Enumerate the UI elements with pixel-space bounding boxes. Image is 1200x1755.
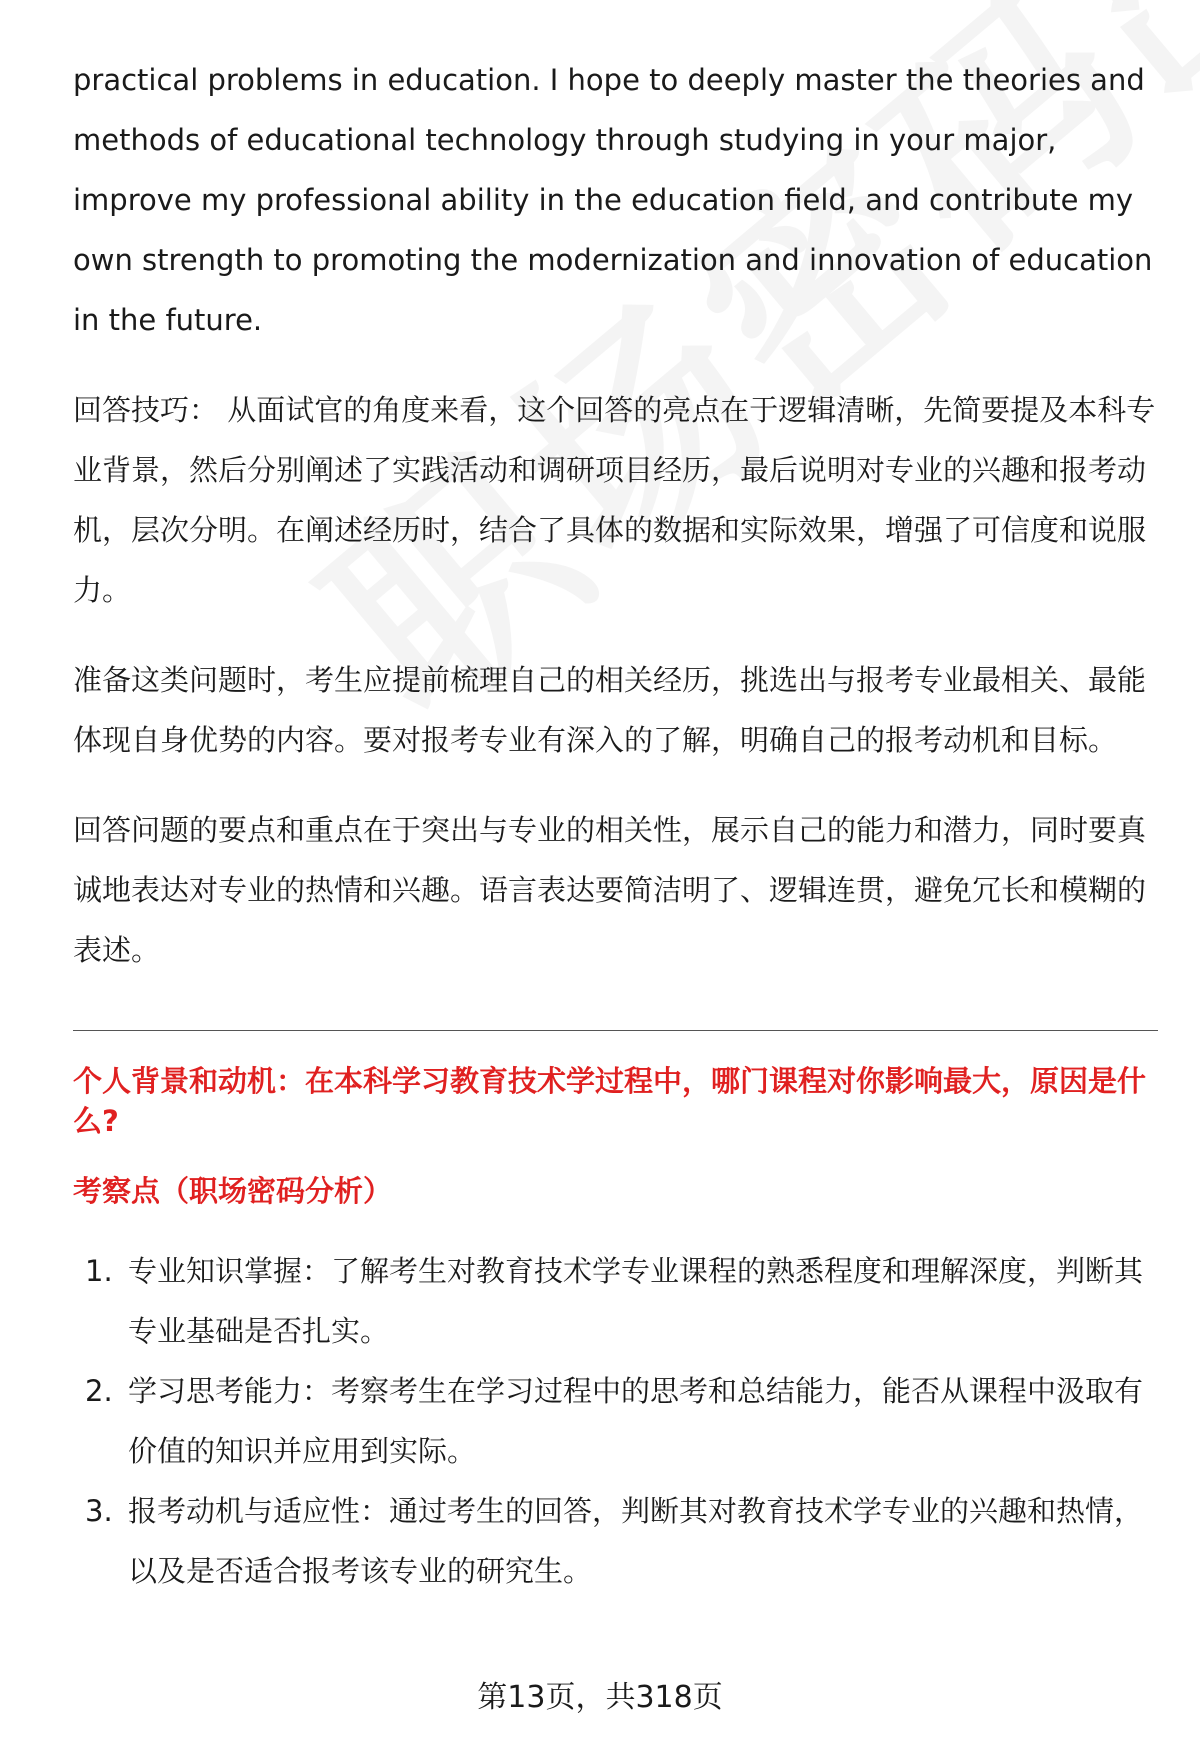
list-item: [73, 1361, 1158, 1481]
document-page: [73, 0, 1158, 1755]
preparation-paragraph: 准备这类问题时，考生应提前梳理自己的相关经历，挑选出与报考专业最相关、最能体现自身优势的内容。要对报考专业有深入的了解，明确自己的报考动机和目标。: [73, 663, 1147, 757]
list-item-number: 2.: [85, 1374, 113, 1408]
list-item-number: 1.: [85, 1254, 113, 1288]
intro-paragraph: practical problems in education. I hope to deeply master the theories and methods of educational technology through studying in your major, improve my professional ability in the education field, and contribute my own strength to promoting the modernization and innovation of education in the future.: [73, 63, 1153, 337]
section-divider: [73, 1030, 1158, 1031]
list-item: [73, 1241, 1158, 1361]
list-item-text: 专业知识掌握：了解考生对教育技术学专业课程的熟悉程度和理解深度，判断其专业基础是否扎实。: [128, 1254, 1144, 1348]
tips-paragraph: 回答技巧： 从面试官的角度来看，这个回答的亮点在于逻辑清晰，先简要提及本科专业背景，然后分别阐述了实践活动和调研项目经历，最后说明对专业的兴趣和报考动机，层次分明。在阐述经历时，结合了具体的数据和实际效果，增强了可信度和说服力。: [73, 393, 1156, 607]
list-item: [73, 1481, 1158, 1601]
list-item-text: 报考动机与适应性：通过考生的回答，判断其对教育技术学专业的兴趣和热情，以及是否适合报考该专业的研究生。: [128, 1494, 1144, 1588]
key-points-paragraph: 回答问题的要点和重点在于突出与专业的相关性，展示自己的能力和潜力，同时要真诚地表达对专业的热情和兴趣。语言表达要简洁明了、逻辑连贯，避免冗长和模糊的表述。: [73, 813, 1147, 967]
page-footer: 第13页，共318页: [477, 1680, 723, 1715]
assessment-list: [73, 1241, 1158, 1601]
question-heading: 个人背景和动机：在本科学习教育技术学过程中，哪门课程对你影响最大，原因是什么?: [73, 1064, 1147, 1138]
list-item-number: 3.: [85, 1494, 113, 1528]
assessment-subheading: 考察点（职场密码分析）: [73, 1174, 393, 1208]
list-item-text: 学习思考能力：考察考生在学习过程中的思考和总结能力，能否从课程中汲取有价值的知识并应用到实际。: [128, 1374, 1144, 1468]
